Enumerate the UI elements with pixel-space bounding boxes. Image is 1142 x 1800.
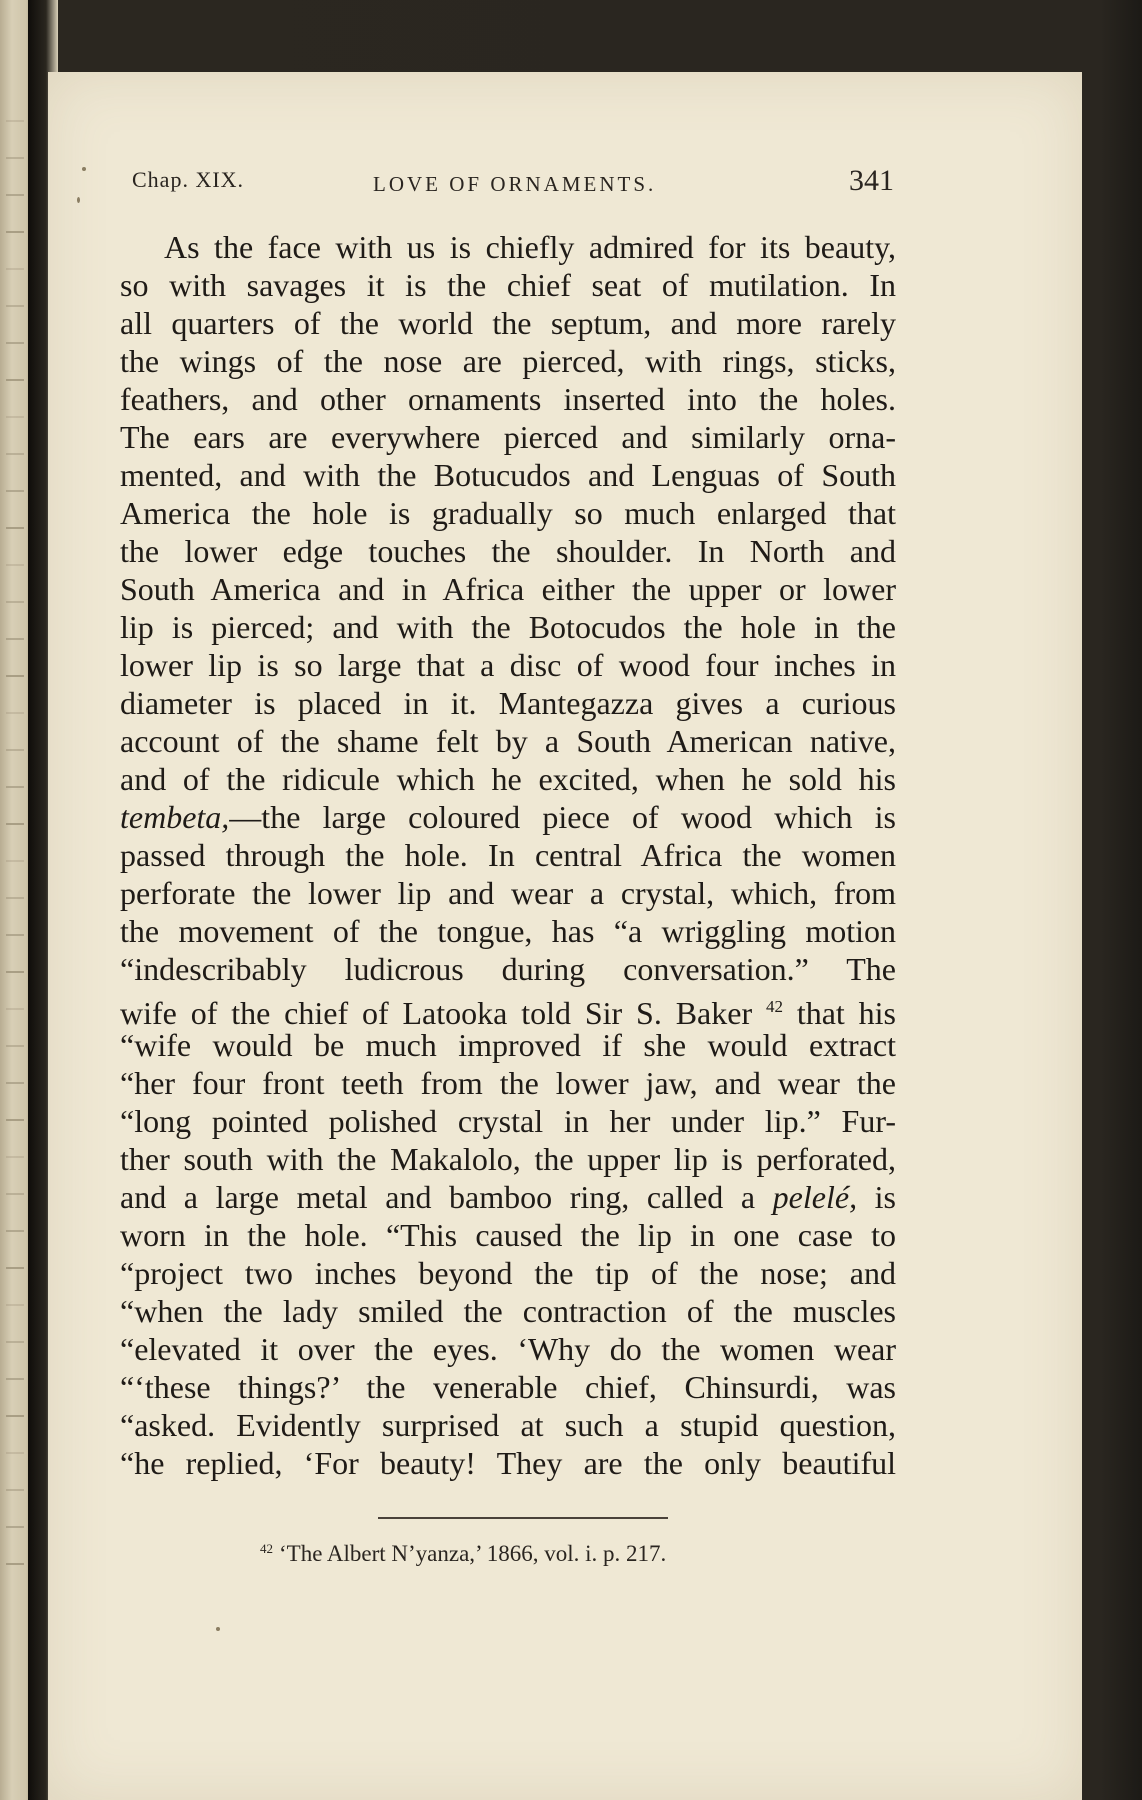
page-number: 341 — [849, 164, 894, 197]
text-line: “long pointed polished crystal in her under lip.” Fur- — [120, 1103, 896, 1139]
leaf-edge-mark — [6, 1415, 24, 1417]
footnote — [260, 1541, 666, 1567]
leaf-edge-mark — [6, 860, 24, 862]
text-line: diameter is placed in it. Mantegazza gives a curious — [120, 685, 896, 721]
leaf-edge-mark — [6, 1193, 24, 1195]
leaf-edge-mark — [6, 1082, 24, 1084]
leaf-edge-mark — [6, 1563, 24, 1565]
text-line: and a large metal and bamboo ring, called a pelelé, is — [120, 1179, 897, 1215]
leaf-edge-mark — [6, 416, 24, 418]
leaf-edge-mark — [6, 231, 24, 233]
book-page — [48, 72, 1082, 1800]
footnote-rule — [378, 1517, 668, 1519]
chapter-label: Chap. XIX. — [132, 167, 245, 192]
leaf-edge-mark — [6, 786, 24, 788]
leaf-edge-mark — [6, 1341, 24, 1343]
leaf-edge-mark — [6, 194, 24, 196]
text-line: the wings of the nose are pierced, with rings, sticks, — [120, 343, 896, 379]
running-title: LOVE OF ORNAMENTS. — [373, 172, 657, 196]
paper-speck — [82, 167, 86, 171]
leaf-edge-mark — [6, 712, 24, 714]
leaf-edge-mark — [6, 749, 24, 751]
leaf-edge-mark — [6, 305, 24, 307]
leaf-edge-mark — [6, 934, 24, 936]
body-text — [120, 228, 896, 1482]
text-line: so with savages it is the chief seat of mutilation. In — [120, 267, 896, 303]
leaf-edge-mark — [6, 638, 24, 640]
leaf-edge-mark — [6, 971, 24, 973]
leaf-edge-mark — [6, 601, 24, 603]
text-line: the movement of the tongue, has “a wriggling motion — [120, 913, 896, 949]
text-line: “project two inches beyond the tip of the nose; and — [120, 1255, 896, 1291]
leaf-edge-mark — [6, 157, 24, 159]
text-line: wife of the chief of Latooka told Sir S. Baker $^{42}$ that his — [120, 995, 897, 1031]
text-line: passed through the hole. In central Africa the women — [120, 837, 896, 873]
leaf-edge-mark — [6, 564, 24, 566]
leaf-edge-mark — [6, 897, 24, 899]
text-line: “her four front teeth from the lower jaw, and wear the — [120, 1065, 896, 1101]
leaf-edge-mark — [6, 1489, 24, 1491]
running-head — [48, 72, 1082, 197]
leaf-edge-mark — [6, 379, 24, 381]
footnote-text: ‘The Albert N’yanza,’ 1866, vol. i. p. 217. — [279, 1541, 667, 1566]
footnote-marker: 42 — [260, 1541, 273, 1556]
leaf-edge-mark — [6, 1045, 24, 1047]
leaf-edge-mark — [6, 675, 24, 677]
text-line: The ears are everywhere pierced and similarly orna- — [120, 419, 896, 455]
text-line: tembeta,—the large coloured piece of wood which is — [120, 799, 896, 835]
text-line: “wife would be much improved if she would extract — [120, 1027, 896, 1063]
text-line: America the hole is gradually so much enlarged that — [120, 495, 896, 531]
text-line: feathers, and other ornaments inserted into the holes. — [120, 381, 896, 417]
leaf-edge-mark — [6, 1267, 24, 1269]
leaf-edge-mark — [6, 823, 24, 825]
text-line: As the face with us is chiefly admired for its beauty, — [164, 229, 896, 265]
leaf-edge-mark — [6, 1008, 24, 1010]
paper-speck — [216, 1627, 220, 1631]
text-line: “when the lady smiled the contraction of the muscles — [120, 1293, 896, 1329]
leaf-edge-mark — [6, 342, 24, 344]
text-line: lip is pierced; and with the Botocudos the hole in the — [120, 609, 896, 645]
leaf-edge-mark — [6, 490, 24, 492]
text-line: “asked. Evidently surprised at such a stupid question, — [120, 1407, 896, 1443]
paper-speck — [77, 197, 80, 203]
text-line: account of the shame felt by a South American native, — [120, 723, 896, 759]
leaf-edge-mark — [6, 1452, 24, 1454]
leaf-edge-mark — [6, 1378, 24, 1380]
text-line: “‘these things?’ the venerable chief, Chinsurdi, was — [120, 1369, 896, 1405]
leaf-edge-mark — [6, 1156, 24, 1158]
text-line: mented, and with the Botucudos and Lenguas of South — [120, 457, 896, 493]
text-line: “elevated it over the eyes. ‘Why do the women wear — [120, 1331, 896, 1367]
text-line: all quarters of the world the septum, and more rarely — [120, 305, 896, 341]
leaf-edge-mark — [6, 1526, 24, 1528]
leaf-edge-mark — [6, 1119, 24, 1121]
text-line: worn in the hole. “This caused the lip in one case to — [120, 1217, 896, 1253]
leaf-edge-mark — [6, 120, 24, 122]
leaf-edge-mark — [6, 1230, 24, 1232]
text-line: South America and in Africa either the upper or lower — [120, 571, 896, 607]
leaf-edge-mark — [6, 527, 24, 529]
text-line: perforate the lower lip and wear a crystal, which, from — [120, 875, 896, 911]
leaf-edge-mark — [6, 1304, 24, 1306]
leaf-edge-mark — [6, 453, 24, 455]
text-line: lower lip is so large that a disc of wood four inches in — [120, 647, 896, 683]
text-line: ther south with the Makalolo, the upper lip is perforated, — [120, 1141, 896, 1177]
leaf-edge-mark — [6, 268, 24, 270]
text-line: “indescribably ludicrous during conversation.” The — [120, 951, 896, 987]
text-line: and of the ridicule which he excited, when he sold his — [120, 761, 896, 797]
text-line: “he replied, ‘For beauty! They are the only beautiful — [120, 1445, 896, 1481]
text-line: the lower edge touches the shoulder. In North and — [120, 533, 896, 569]
